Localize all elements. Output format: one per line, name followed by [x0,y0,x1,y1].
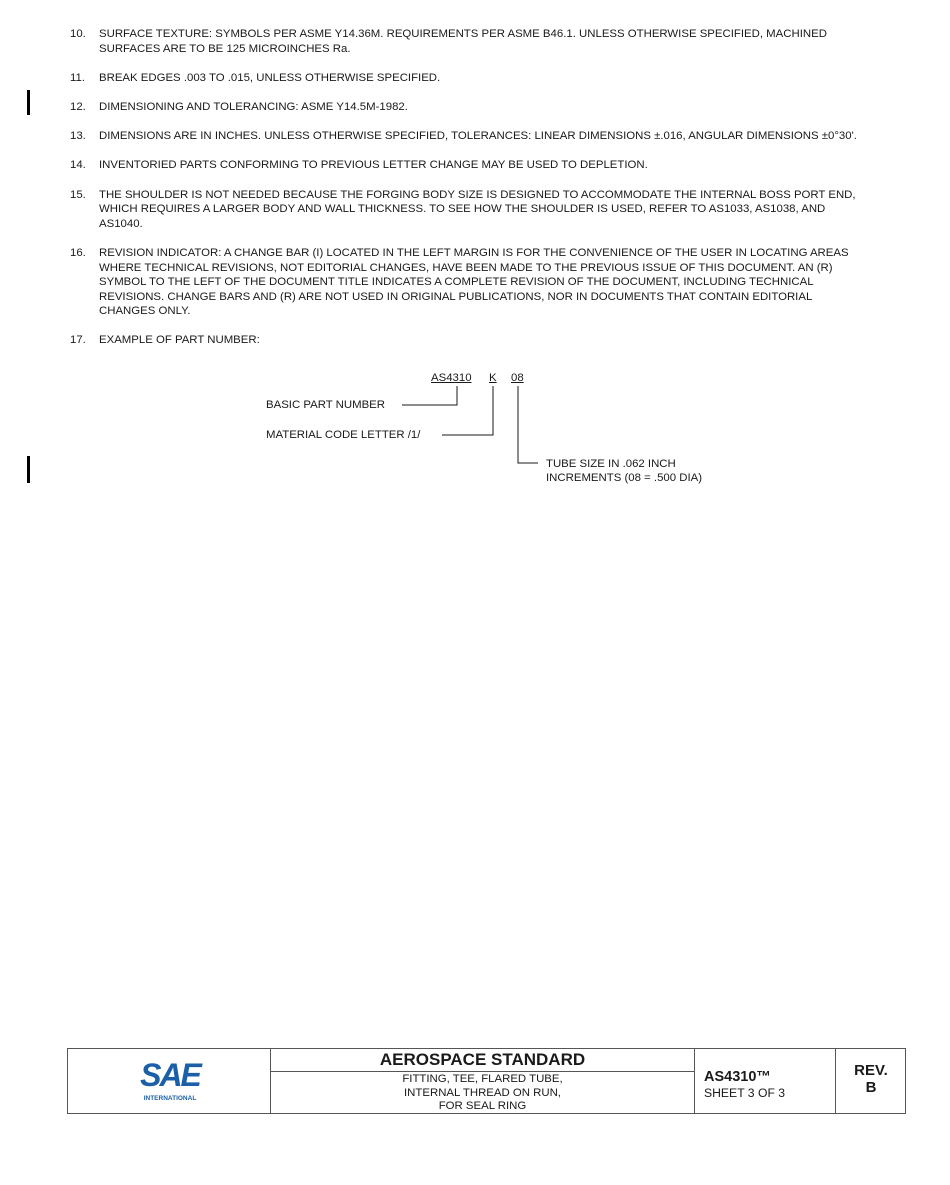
note-item: 14. INVENTORIED PARTS CONFORMING TO PREVIOUS LETTER CHANGE MAY BE USED TO DEPLETION. [70,159,648,172]
note-item: 13. DIMENSIONS ARE IN INCHES. UNLESS OTHERWISE SPECIFIED, TOLERANCES: LINEAR DIMENSIONS ±.016, ANGULAR DIMENSIONS ±0°30'. [70,130,857,143]
note-item: 17. EXAMPLE OF PART NUMBER: [70,334,260,347]
note-item: 11. BREAK EDGES .003 TO .015, UNLESS OTHERWISE SPECIFIED. [70,71,441,84]
logo-text: INTERNATIONAL [143,1095,197,1102]
title-block [67,1048,906,1114]
sheet-number: SHEET 3 OF 3 [704,1086,786,1100]
material-code-label: MATERIAL CODE LETTER /1/ [266,429,421,441]
tube-size-label-line1: TUBE SIZE IN .062 INCH [546,458,676,470]
logo-cell [68,1049,271,1113]
note-item: 15. THE SHOULDER IS NOT NEEDED BECAUSE THE FORGING BODY SIZE IS DESIGNED TO ACCOMMODATE THE INTERNAL BOSS PORT END, WHICH REQUIRES A LARGER BODY AND WALL THICKNESS. TO SEE HOW THE SHOULDER IS USED, REFER TO AS1033, AS1038, AND AS1040. [70,188,856,230]
svg-text:SAE: SAE [140,1059,200,1093]
revision-label: REV. B [854,1062,888,1096]
tube-size-label-line2: INCREMENTS (08 = .500 DIA) [546,472,703,484]
document-number: AS4310™ [704,1069,771,1085]
basic-part-number-label: BASIC PART NUMBER [266,399,385,411]
part-number-size: 08 [511,372,524,384]
note-item: 10. SURFACE TEXTURE: SYMBOLS PER ASME Y14.36M. REQUIREMENTS PER ASME B46.1. UNLESS OTHERWISE SPECIFIED, MACHINED SURFACES ARE TO BE 125 MICROINCHES Ra. [70,28,827,55]
document-title: FITTING, TEE, FLARED TUBE, INTERNAL THREAD ON RUN, FOR SEAL RING [402,1073,563,1113]
revision-cell [836,1049,906,1113]
title-cell [271,1049,695,1113]
aerospace-standard-heading: AEROSPACE STANDARD [271,1049,694,1072]
part-number-basic: AS4310 [431,372,472,384]
note-item: 16. REVISION INDICATOR: A CHANGE BAR (I) LOCATED IN THE LEFT MARGIN IS FOR THE CONVENIENCE OF THE USER IN LOCATING AREAS WHERE TECHNICAL REVISIONS, NOT EDITORIAL CHANGES, HAVE BEEN MADE TO THE PREVIOUS ISSUE OF THIS DOCUMENT. AN (R) SYMBOL TO THE LEFT OF THE DOCUMENT TITLE INDICATES A COMPLETE REVISION OF THE DOCUMENT, INCLUDING TECHNICAL REVISIONS. CHANGE BARS AND (R) ARE NOT USED IN ORIGINAL PUBLICATIONS, NOR IN DOCUMENTS THAT CONTAIN EDITORIAL CHANGES ONLY. [70,246,849,318]
document-number-cell [695,1049,836,1113]
note-item: 12. DIMENSIONING AND TOLERANCING: ASME Y14.5M-1982. [70,100,408,113]
sae-logo-icon [129,1059,211,1105]
part-number-material: K [489,372,497,384]
